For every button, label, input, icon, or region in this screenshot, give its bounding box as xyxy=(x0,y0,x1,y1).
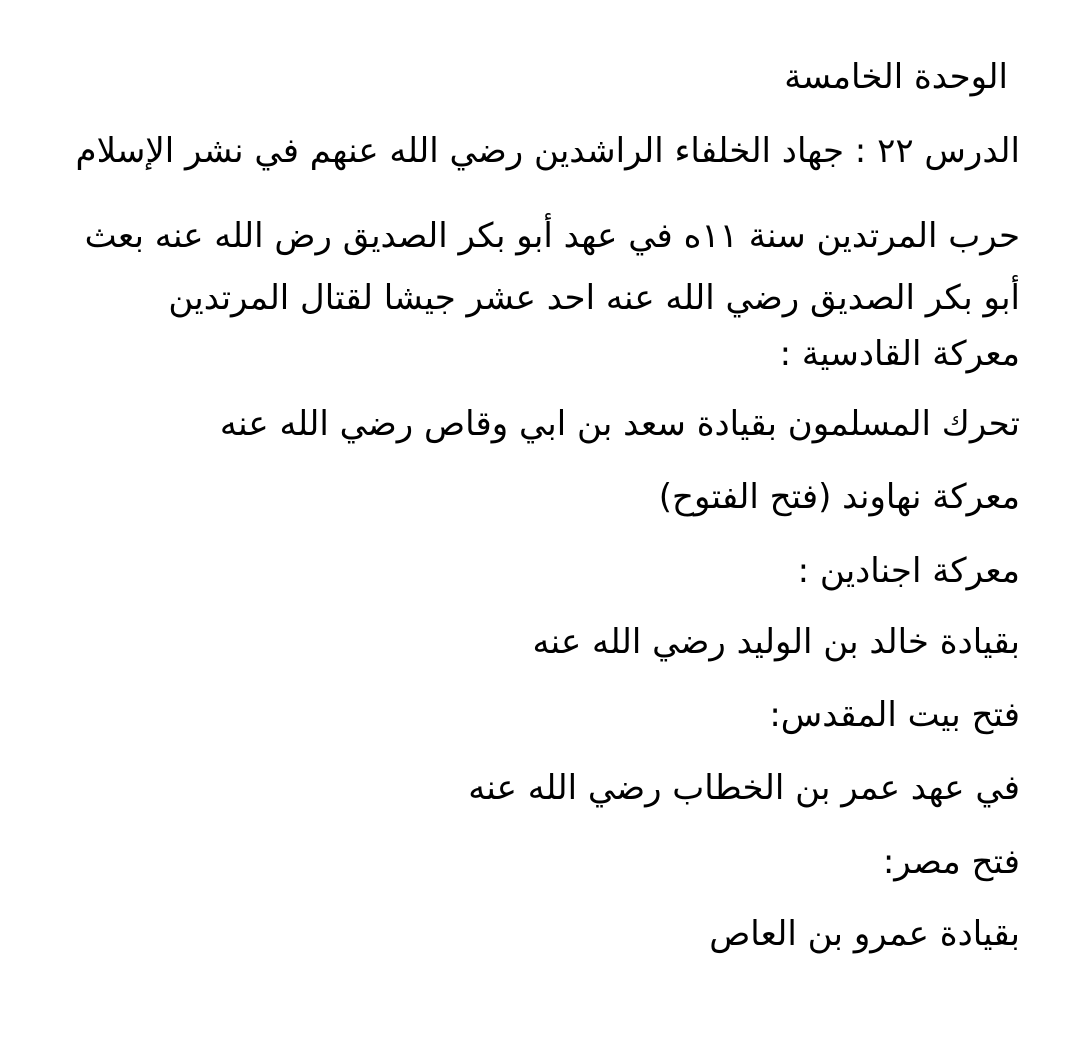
jerusalem-heading: فتح بيت المقدس: xyxy=(769,695,1020,735)
nahavand-heading: معركة نهاوند (فتح الفتوح) xyxy=(658,477,1020,517)
egypt-heading: فتح مصر: xyxy=(882,842,1020,882)
unit-title: الوحدة الخامسة xyxy=(784,57,1008,97)
jerusalem-text: في عهد عمر بن الخطاب رضي الله عنه xyxy=(468,768,1020,808)
apostasy-wars-paragraph: حرب المرتدين سنة ١١ه في عهد أبو بكر الصديق رض الله عنه بعث أبو بكر الصديق رضي الله عنه احد عشر جيشا لقتال المرتدين xyxy=(84,216,1020,318)
qadisiyyah-text: تحرك المسلمون بقيادة سعد بن ابي وقاص رضي الله عنه xyxy=(219,404,1020,444)
egypt-text: بقيادة عمرو بن العاص xyxy=(709,914,1020,954)
ajnadayn-text: بقيادة خالد بن الوليد رضي الله عنه xyxy=(532,622,1020,662)
lesson-title: الدرس ٢٢ : جهاد الخلفاء الراشدين رضي الله عنهم في نشر الإسلام xyxy=(75,131,1020,171)
ajnadayn-heading: معركة اجنادين : xyxy=(797,551,1020,591)
qadisiyyah-heading: معركة القادسية : xyxy=(779,334,1020,374)
